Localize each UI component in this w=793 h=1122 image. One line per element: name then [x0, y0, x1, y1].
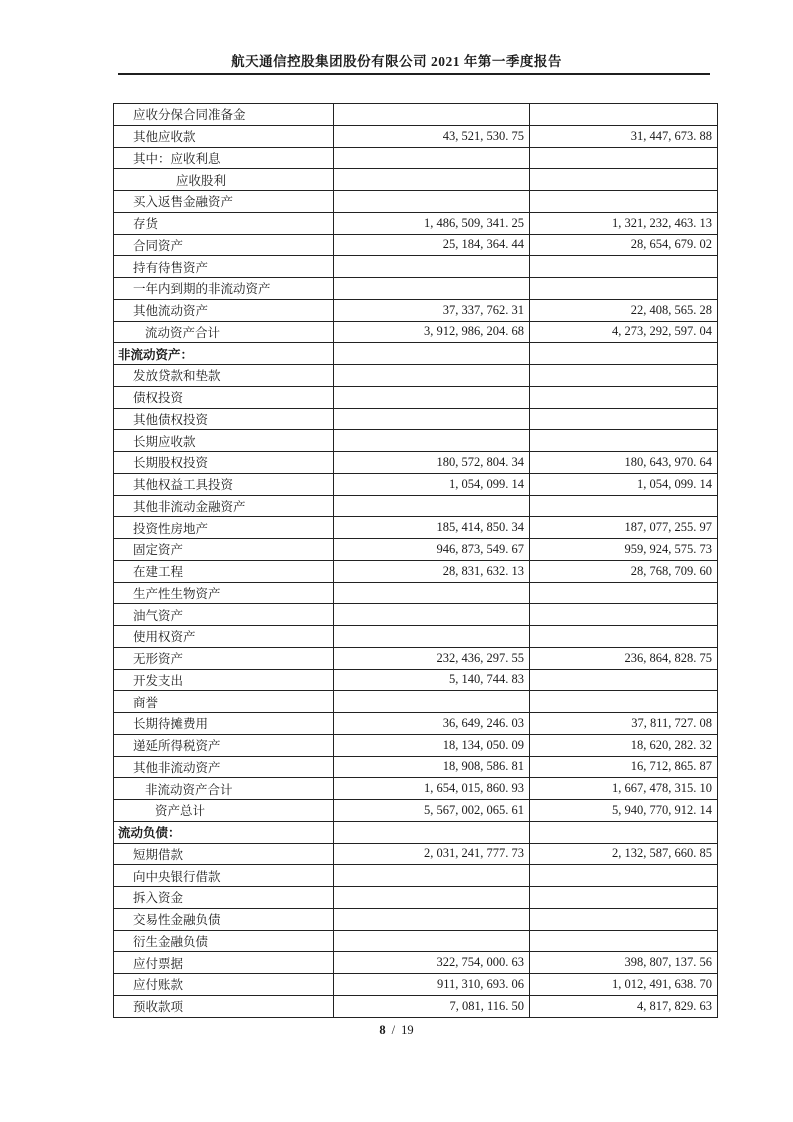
table-row [114, 125, 718, 147]
table-row [114, 560, 718, 582]
current-period-value [334, 147, 530, 169]
prior-period-value [530, 386, 718, 408]
total-page-count: 19 [401, 1023, 414, 1037]
item-label: 流动资产合计 [114, 321, 334, 343]
prior-period-value [530, 256, 718, 278]
current-period-value: 5, 567, 002, 065. 61 [334, 800, 530, 822]
prior-period-value [530, 408, 718, 430]
prior-period-value: 31, 447, 673. 88 [530, 125, 718, 147]
table-row [114, 778, 718, 800]
item-label: 油气资产 [114, 604, 334, 626]
table-row [114, 452, 718, 474]
table-row [114, 299, 718, 321]
prior-period-value [530, 604, 718, 626]
item-label: 递延所得税资产 [114, 734, 334, 756]
item-label: 无形资产 [114, 647, 334, 669]
table-row [114, 713, 718, 735]
prior-period-value: 28, 654, 679. 02 [530, 234, 718, 256]
table-row [114, 365, 718, 387]
item-label: 发放贷款和垫款 [114, 365, 334, 387]
current-period-value: 28, 831, 632. 13 [334, 560, 530, 582]
current-period-value: 1, 054, 099. 14 [334, 473, 530, 495]
current-period-value: 18, 134, 050. 09 [334, 734, 530, 756]
current-period-value: 25, 184, 364. 44 [334, 234, 530, 256]
item-label: 资产总计 [114, 800, 334, 822]
current-period-value: 185, 414, 850. 34 [334, 517, 530, 539]
table-row [114, 582, 718, 604]
prior-period-value [530, 495, 718, 517]
item-label: 其他权益工具投资 [114, 473, 334, 495]
current-period-value [334, 930, 530, 952]
current-period-value: 946, 873, 549. 67 [334, 539, 530, 561]
item-label: 使用权资产 [114, 626, 334, 648]
table-row [114, 800, 718, 822]
report-title: 航天通信控股集团股份有限公司 2021 年第一季度报告 [231, 54, 562, 69]
table-row [114, 843, 718, 865]
item-label: 流动负债： [114, 821, 334, 843]
prior-period-value [530, 147, 718, 169]
table-row [114, 256, 718, 278]
prior-period-value: 1, 012, 491, 638. 70 [530, 974, 718, 996]
prior-period-value [530, 691, 718, 713]
item-label: 其他债权投资 [114, 408, 334, 430]
table-row [114, 952, 718, 974]
current-period-value [334, 582, 530, 604]
prior-period-value [530, 821, 718, 843]
prior-period-value [530, 169, 718, 191]
table-row [114, 278, 718, 300]
item-label: 投资性房地产 [114, 517, 334, 539]
item-label: 债权投资 [114, 386, 334, 408]
current-period-value [334, 104, 530, 126]
current-period-value [334, 278, 530, 300]
item-label: 在建工程 [114, 560, 334, 582]
table-row [114, 169, 718, 191]
item-label: 向中央银行借款 [114, 865, 334, 887]
prior-period-value: 4, 273, 292, 597. 04 [530, 321, 718, 343]
table-row [114, 865, 718, 887]
current-period-value: 5, 140, 744. 83 [334, 669, 530, 691]
table-row [114, 604, 718, 626]
item-label: 应收分保合同准备金 [114, 104, 334, 126]
table-row [114, 234, 718, 256]
current-period-value [334, 343, 530, 365]
table-row [114, 321, 718, 343]
table-row [114, 517, 718, 539]
prior-period-value [530, 887, 718, 909]
current-period-value [334, 386, 530, 408]
item-label: 长期股权投资 [114, 452, 334, 474]
item-label: 持有待售资产 [114, 256, 334, 278]
table-row [114, 669, 718, 691]
prior-period-value: 28, 768, 709. 60 [530, 560, 718, 582]
prior-period-value: 187, 077, 255. 97 [530, 517, 718, 539]
item-label: 短期借款 [114, 843, 334, 865]
table-row [114, 974, 718, 996]
current-period-value [334, 821, 530, 843]
prior-period-value [530, 343, 718, 365]
prior-period-value [530, 582, 718, 604]
item-label: 存货 [114, 212, 334, 234]
current-period-value: 36, 649, 246. 03 [334, 713, 530, 735]
table-row [114, 908, 718, 930]
item-label: 合同资产 [114, 234, 334, 256]
table-row [114, 821, 718, 843]
prior-period-value [530, 278, 718, 300]
table-row [114, 647, 718, 669]
item-label: 其他应收款 [114, 125, 334, 147]
table-row [114, 756, 718, 778]
item-label: 其中：应收利息 [114, 147, 334, 169]
current-period-value: 911, 310, 693. 06 [334, 974, 530, 996]
item-label: 固定资产 [114, 539, 334, 561]
item-label: 一年内到期的非流动资产 [114, 278, 334, 300]
item-label: 非流动资产合计 [114, 778, 334, 800]
table-row [114, 430, 718, 452]
table-row [114, 212, 718, 234]
item-label: 其他非流动金融资产 [114, 495, 334, 517]
table-row [114, 343, 718, 365]
table-row [114, 930, 718, 952]
table-row [114, 691, 718, 713]
balance-sheet-table [113, 103, 718, 1018]
current-period-value [334, 408, 530, 430]
current-period-value [334, 169, 530, 191]
item-label: 买入返售金融资产 [114, 191, 334, 213]
prior-period-value [530, 430, 718, 452]
prior-period-value: 16, 712, 865. 87 [530, 756, 718, 778]
prior-period-value: 18, 620, 282. 32 [530, 734, 718, 756]
item-label: 预收款项 [114, 995, 334, 1017]
current-period-value [334, 191, 530, 213]
current-period-value: 7, 081, 116. 50 [334, 995, 530, 1017]
page-header [0, 50, 793, 70]
current-period-value: 322, 754, 000. 63 [334, 952, 530, 974]
item-label: 应收股利 [114, 169, 334, 191]
prior-period-value [530, 908, 718, 930]
item-label: 开发支出 [114, 669, 334, 691]
prior-period-value: 4, 817, 829. 63 [530, 995, 718, 1017]
prior-period-value: 2, 132, 587, 660. 85 [530, 843, 718, 865]
item-label: 长期应收款 [114, 430, 334, 452]
table-row [114, 191, 718, 213]
prior-period-value [530, 104, 718, 126]
prior-period-value: 1, 054, 099. 14 [530, 473, 718, 495]
table-row [114, 473, 718, 495]
item-label: 长期待摊费用 [114, 713, 334, 735]
current-period-value: 232, 436, 297. 55 [334, 647, 530, 669]
page-number-separator: / [391, 1023, 396, 1037]
current-period-value: 3, 912, 986, 204. 68 [334, 321, 530, 343]
prior-period-value [530, 365, 718, 387]
current-period-value [334, 430, 530, 452]
current-period-value: 2, 031, 241, 777. 73 [334, 843, 530, 865]
current-period-value [334, 256, 530, 278]
current-period-value [334, 865, 530, 887]
item-label: 拆入资金 [114, 887, 334, 909]
prior-period-value [530, 626, 718, 648]
prior-period-value: 1, 321, 232, 463. 13 [530, 212, 718, 234]
prior-period-value: 5, 940, 770, 912. 14 [530, 800, 718, 822]
table-row [114, 147, 718, 169]
prior-period-value [530, 930, 718, 952]
current-period-value [334, 887, 530, 909]
prior-period-value: 398, 807, 137. 56 [530, 952, 718, 974]
item-label: 应付票据 [114, 952, 334, 974]
current-period-value [334, 691, 530, 713]
current-period-value: 37, 337, 762. 31 [334, 299, 530, 321]
table-row [114, 386, 718, 408]
item-label: 交易性金融负债 [114, 908, 334, 930]
prior-period-value [530, 669, 718, 691]
prior-period-value: 22, 408, 565. 28 [530, 299, 718, 321]
item-label: 应付账款 [114, 974, 334, 996]
table-row [114, 539, 718, 561]
prior-period-value: 180, 643, 970. 64 [530, 452, 718, 474]
current-period-value [334, 365, 530, 387]
current-period-value [334, 604, 530, 626]
table-row [114, 626, 718, 648]
item-label: 生产性生物资产 [114, 582, 334, 604]
prior-period-value: 1, 667, 478, 315. 10 [530, 778, 718, 800]
table-row [114, 495, 718, 517]
item-label: 其他流动资产 [114, 299, 334, 321]
item-label: 商誉 [114, 691, 334, 713]
current-period-value: 180, 572, 804. 34 [334, 452, 530, 474]
prior-period-value: 959, 924, 575. 73 [530, 539, 718, 561]
item-label: 衍生金融负债 [114, 930, 334, 952]
item-label: 其他非流动资产 [114, 756, 334, 778]
current-page-number: 8 [379, 1023, 386, 1037]
prior-period-value [530, 865, 718, 887]
current-period-value [334, 626, 530, 648]
table-row [114, 104, 718, 126]
current-period-value [334, 908, 530, 930]
current-period-value: 18, 908, 586. 81 [334, 756, 530, 778]
current-period-value: 1, 486, 509, 341. 25 [334, 212, 530, 234]
prior-period-value [530, 191, 718, 213]
page-footer [0, 1023, 793, 1038]
table-row [114, 734, 718, 756]
table-row [114, 995, 718, 1017]
table-row [114, 887, 718, 909]
current-period-value: 1, 654, 015, 860. 93 [334, 778, 530, 800]
table-row [114, 408, 718, 430]
current-period-value: 43, 521, 530. 75 [334, 125, 530, 147]
current-period-value [334, 495, 530, 517]
prior-period-value: 37, 811, 727. 08 [530, 713, 718, 735]
item-label: 非流动资产： [114, 343, 334, 365]
prior-period-value: 236, 864, 828. 75 [530, 647, 718, 669]
header-divider [118, 73, 710, 75]
